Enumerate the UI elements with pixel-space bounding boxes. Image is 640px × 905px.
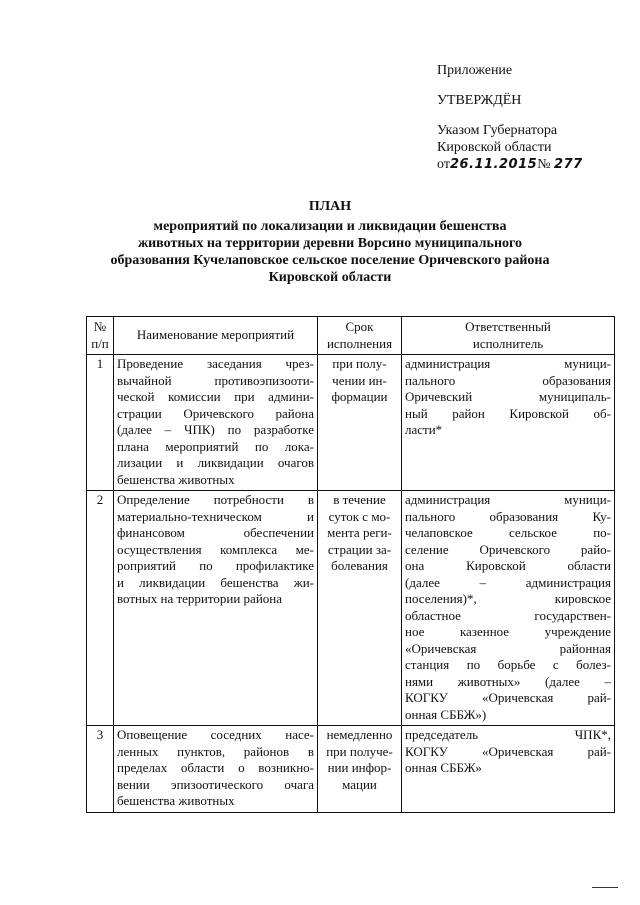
deadline-line: мации xyxy=(342,776,377,792)
responsible xyxy=(402,491,615,726)
header-resp-line-1: Ответственный xyxy=(465,319,551,334)
responsible-line: станция по борьбе с болез- xyxy=(405,657,611,672)
header-num-line-1: № xyxy=(93,319,107,334)
responsible-line: администрация муници- xyxy=(405,492,611,507)
responsible-line: КОГКУ «Оричевская рай- xyxy=(405,690,611,705)
responsible-line: областное государствен- xyxy=(405,607,611,623)
activity-name-line: и ликвидации бешенства жи- xyxy=(117,574,314,590)
header-resp xyxy=(402,317,615,355)
deadline-line: при полу- xyxy=(332,356,387,371)
activity-name xyxy=(114,491,318,726)
responsible-line: онная СББЖ» xyxy=(405,760,482,775)
approval-block xyxy=(437,62,617,173)
responsible-line: администрация муници- xyxy=(405,356,611,371)
deadline-line: страции за- xyxy=(327,541,392,557)
activity-name-line: финансовом обеспечении xyxy=(117,525,314,540)
activity-name-line: Оповещение соседних насе- xyxy=(117,727,314,742)
decree-line-1: Указом Губернатора xyxy=(437,123,558,138)
activity-name-line: Определение потребности в xyxy=(117,492,314,507)
subtitle-line-4: Кировской области xyxy=(268,270,392,285)
footer-rule xyxy=(592,887,618,888)
subtitle-line-2: животных на территории деревни Ворсино муниципального xyxy=(137,236,523,251)
responsible-line: ный район Кировской об- xyxy=(405,405,611,421)
deadline-line: в течение xyxy=(333,492,386,507)
responsible-line: поселения)*, кировское xyxy=(405,591,611,606)
responsible-line: онная СББЖ») xyxy=(405,706,487,722)
activity-name xyxy=(114,726,318,813)
responsible-line: КОГКУ «Оричевская рай- xyxy=(405,743,611,759)
number-prefix: № xyxy=(537,157,551,172)
activity-name-line: вычайной противоэпизооти- xyxy=(117,372,314,388)
approved-label: УТВЕРЖДЁН xyxy=(437,93,522,108)
activity-name-line: (далее – ЧПК) по разработке xyxy=(117,422,314,437)
responsible-line: пального образования Ку- xyxy=(405,508,611,524)
decree-line-2: Кировской области xyxy=(437,140,552,155)
plan-title: ПЛАН xyxy=(308,199,352,214)
appendix-label: Приложение xyxy=(437,63,513,78)
header-num xyxy=(87,317,114,355)
table-row xyxy=(87,491,615,726)
responsible-line: председатель ЧПК*, xyxy=(405,727,611,742)
activity-name xyxy=(114,355,318,491)
activity-name-line: плана мероприятий по лока- xyxy=(117,438,314,454)
table-header-row xyxy=(87,317,615,355)
deadline xyxy=(318,491,402,726)
activity-name-line: осуществления комплекса ме- xyxy=(117,541,314,557)
activity-name-line: вотных на территории района xyxy=(117,591,283,606)
responsible-line: челаповское сельское по- xyxy=(405,525,611,540)
responsible-line: «Оричевская районная xyxy=(405,640,611,656)
header-name: Наименование мероприятий xyxy=(114,317,318,355)
responsible-line: пального образования xyxy=(405,372,611,388)
responsible-line: (далее – администрация xyxy=(405,574,611,590)
activity-name-line: вении эпизоотического очага xyxy=(117,776,314,792)
deadline-line: при получе- xyxy=(326,743,393,759)
responsible-line: Оричевский муниципаль- xyxy=(405,389,611,404)
activity-name-line: Проведение заседания чрез- xyxy=(117,356,314,371)
row-number: 3 xyxy=(87,726,114,813)
responsible-line: она Кировской области xyxy=(405,558,611,573)
deadline-line: болевания xyxy=(331,558,388,573)
header-term-line-2: исполнения xyxy=(326,335,393,351)
deadline-line: суток с мо- xyxy=(328,508,391,524)
deadline xyxy=(318,726,402,813)
row-number: 1 xyxy=(87,355,114,491)
activity-name-line: пределах области о возникно- xyxy=(117,760,314,775)
header-term-line-1: Срок xyxy=(345,319,374,334)
responsible-line: ласти* xyxy=(405,422,443,437)
deadline-line: формации xyxy=(331,389,388,404)
deadline xyxy=(318,355,402,491)
activity-name-line: бешенства животных xyxy=(117,471,235,487)
deadline-line: мента реги- xyxy=(327,525,392,540)
responsible-line: нями животных» (далее – xyxy=(405,673,611,689)
deadline-line: чении ин- xyxy=(332,372,387,388)
deadline-line: нии инфор- xyxy=(327,760,392,775)
responsible xyxy=(402,355,615,491)
subtitle-line-1: мероприятий по локализации и ликвидации бешенства xyxy=(153,219,507,234)
deadline-line: немедленно xyxy=(326,727,393,742)
table-row xyxy=(87,726,615,813)
handwritten-number: 277 xyxy=(554,157,583,172)
header-resp-line-2: исполнитель xyxy=(472,335,544,351)
responsible-line: селение Оричевского райо- xyxy=(405,541,611,557)
decree-date-line xyxy=(437,156,617,173)
activity-name-line: бешенства животных xyxy=(117,793,235,808)
activity-name-line: ленных пунктов, районов в xyxy=(117,743,314,759)
header-num-line-2: п/п xyxy=(91,335,109,351)
responsible xyxy=(402,726,615,813)
row-number: 2 xyxy=(87,491,114,726)
header-term xyxy=(318,317,402,355)
responsible-line: ное казенное учреждение xyxy=(405,624,611,639)
table-row xyxy=(87,355,615,491)
subtitle-line-3: образования Кучелаповское сельское поселение Оричевского района xyxy=(110,253,550,268)
activity-name-line: материально-техническом и xyxy=(117,508,314,524)
activity-name-line: лизации и ликвидации очагов xyxy=(117,455,314,470)
handwritten-date: 26.11.2015 xyxy=(449,157,538,172)
activity-name-line: ческой комиссии при админи- xyxy=(117,389,314,404)
activity-name-line: роприятий по профилактике xyxy=(117,558,314,573)
document-title xyxy=(110,198,550,286)
date-prefix: от xyxy=(437,157,450,172)
activity-name-line: страции Оричевского района xyxy=(117,405,314,421)
plan-table xyxy=(86,316,615,813)
